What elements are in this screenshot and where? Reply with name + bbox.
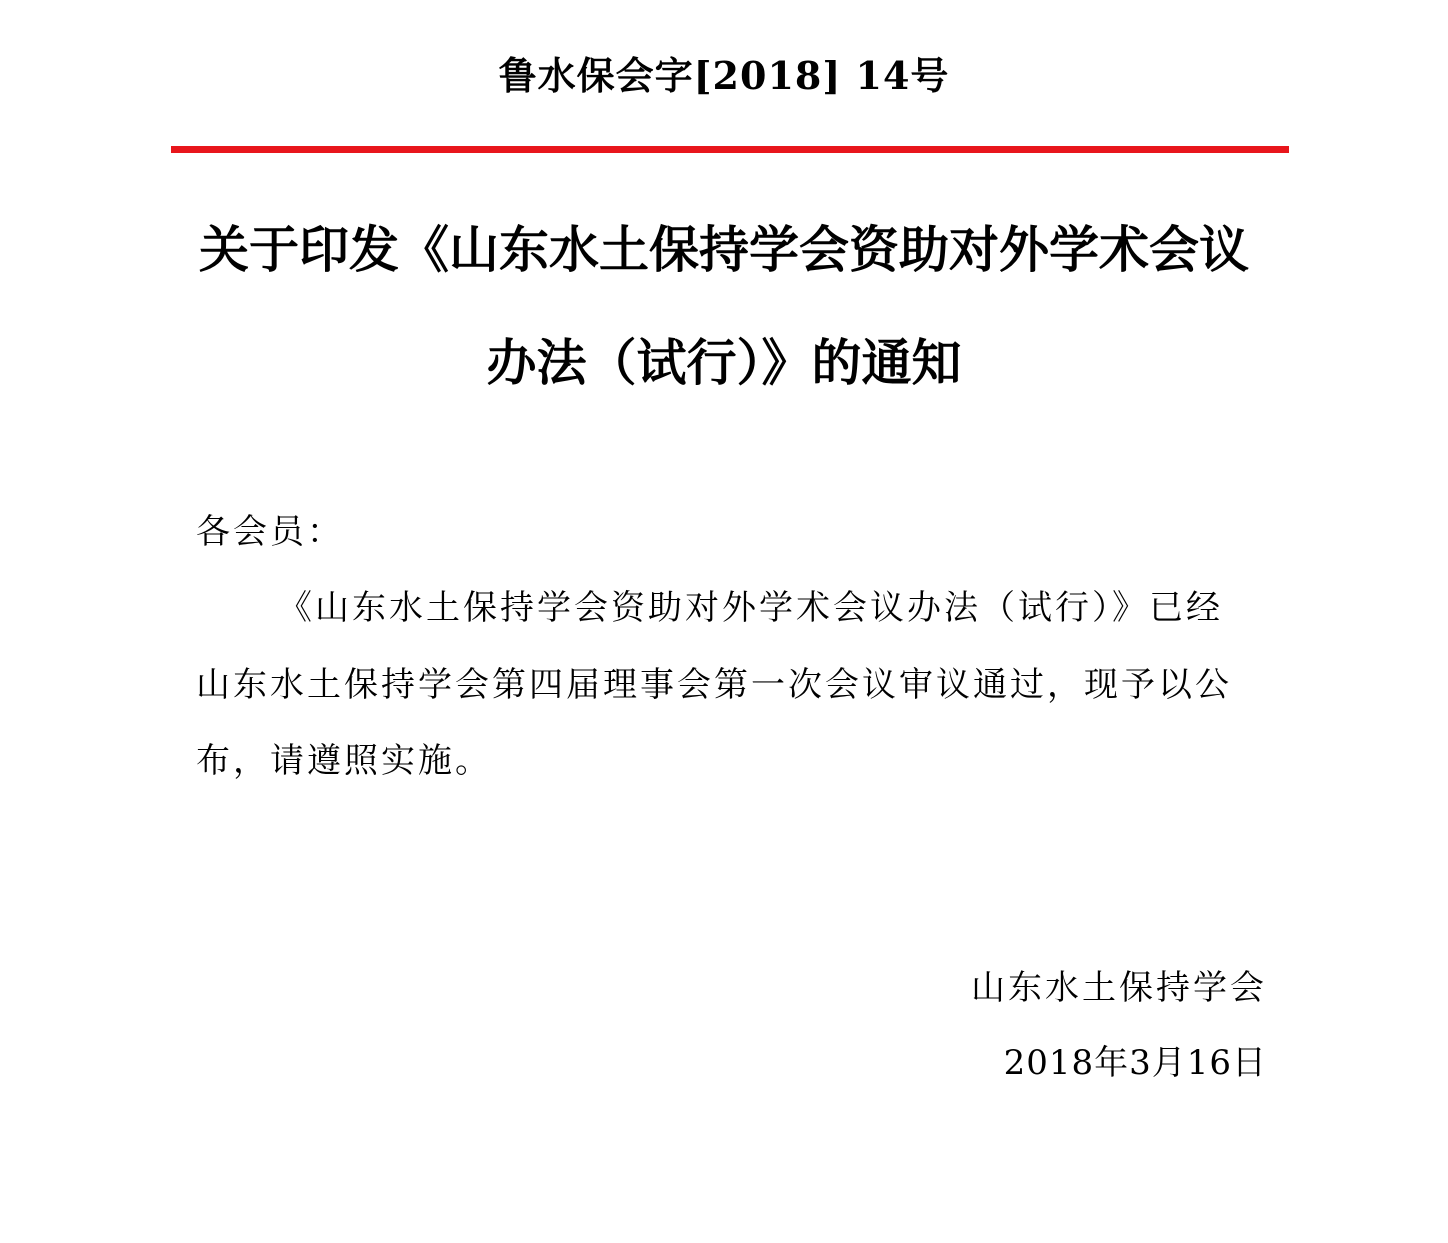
document-title-line-1: 关于印发《山东水土保持学会资助对外学术会议 (199, 221, 1249, 279)
paragraph-line-2: 山东水土保持学会第四届理事会第一次会议审议通过，现予以公 (196, 665, 1232, 705)
salutation: 各会员： (196, 512, 344, 552)
signature-organization: 山东水土保持学会 (971, 968, 1267, 1008)
paragraph-line-1: 《山东水土保持学会资助对外学术会议办法（试行）》已经 (278, 588, 1223, 628)
document-title-line-2: 办法（试行）》的通知 (486, 334, 962, 392)
signature-date: 2018年3月16日 (1003, 1043, 1267, 1083)
red-header-rule (171, 146, 1289, 153)
paragraph-line-3: 布，请遵照实施。 (196, 741, 492, 781)
document-number: 鲁水保会字[2018] 14号 (498, 53, 950, 98)
